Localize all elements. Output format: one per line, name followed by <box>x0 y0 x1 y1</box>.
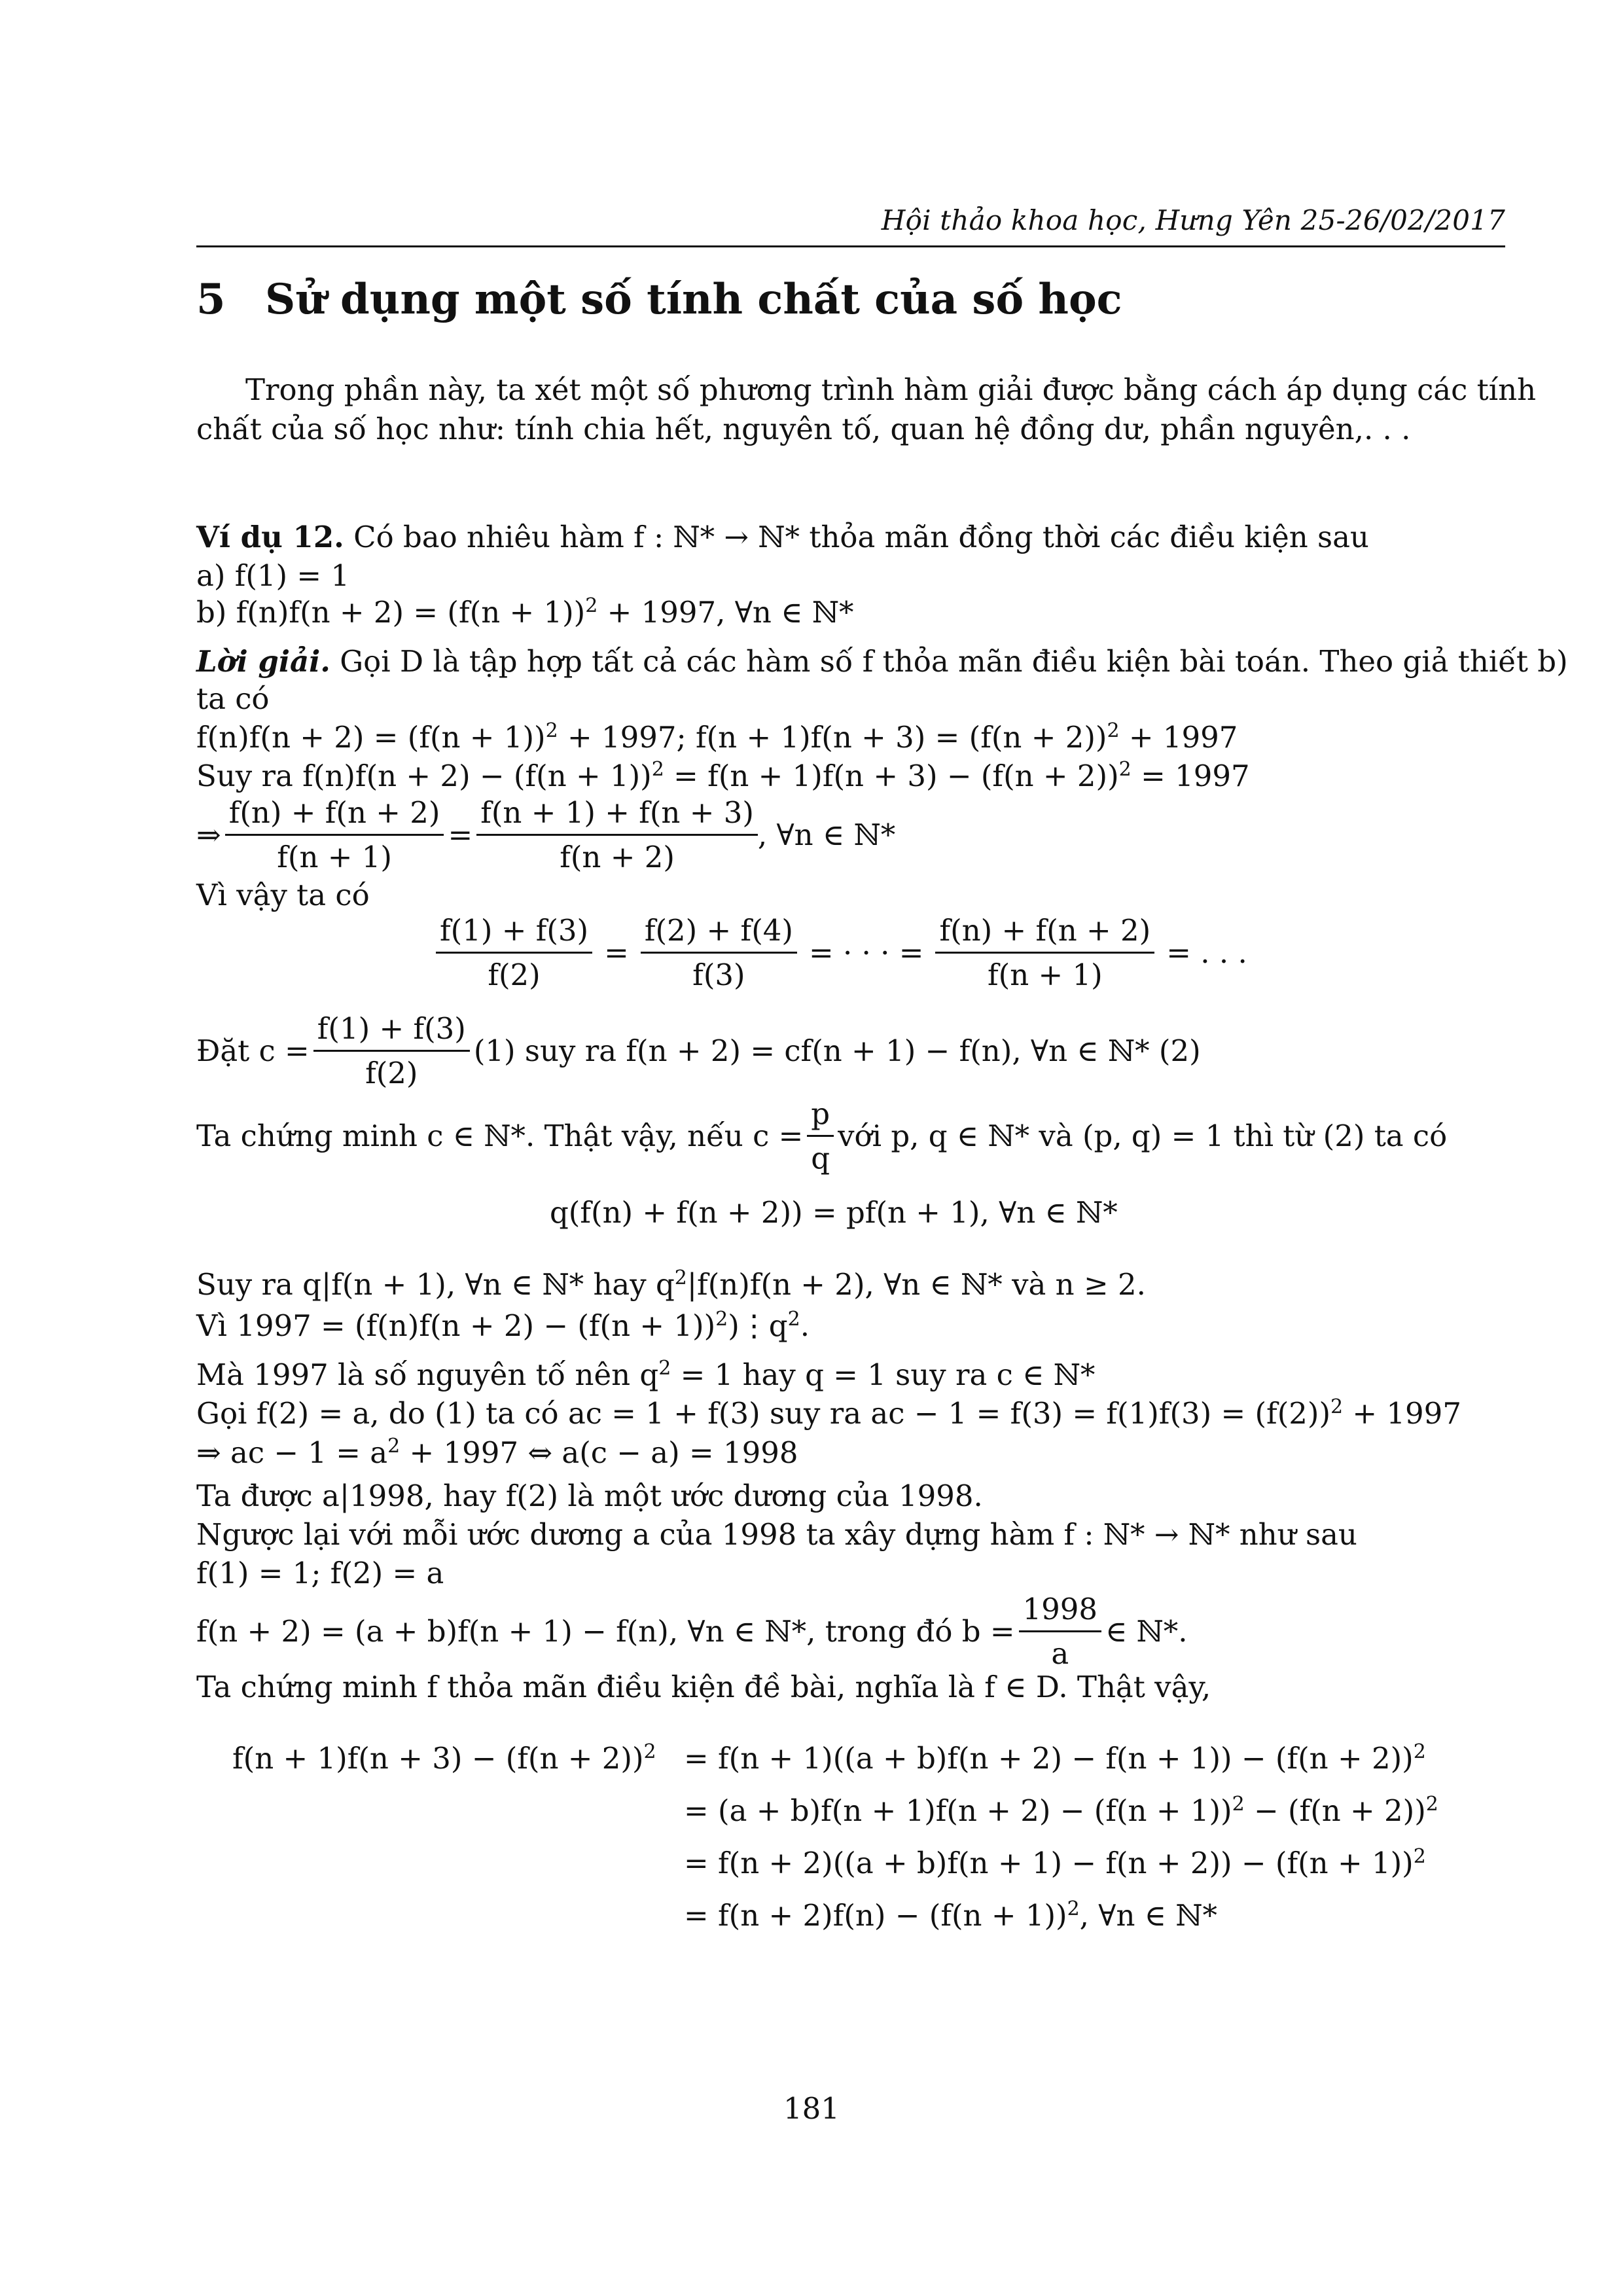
exponent: 2 <box>387 1435 401 1458</box>
fraction <box>1019 1592 1102 1671</box>
numerator: f(2) + f(4) <box>641 913 797 954</box>
recurrence-text: f(n + 2) = (a + b)f(n + 1) − f(n), ∀n ∈ ℕ*, trong đó b = <box>196 1614 1015 1649</box>
solution-line-15: Ngược lại với mỗi ước dương a của 1998 ta xây dựng hàm f : ℕ* → ℕ* như sau <box>196 1517 1357 1552</box>
align-row-4 <box>684 1898 1217 1933</box>
exponent: 2 <box>585 594 598 617</box>
eq-part: + 1997 <box>1343 1396 1461 1431</box>
eq-part: f(n)f(n + 2) = (f(n + 1)) <box>196 720 546 755</box>
solution-line-7 <box>196 1011 1201 1090</box>
definition-tail: (1) suy ra f(n + 2) = cf(n + 1) − f(n), ∀n ∈ ℕ* (2) <box>473 1033 1201 1068</box>
denominator: f(n + 2) <box>560 840 675 874</box>
intro-line-1: Trong phần này, ta xét một số phương trình hàm giải được bằng cách áp dụng các tính <box>245 372 1537 407</box>
condition-b <box>196 594 854 630</box>
fraction <box>641 913 797 992</box>
solution-line-17 <box>196 1592 1188 1671</box>
eq-part: = f(n + 1)((a + b)f(n + 2) − f(n + 1)) − (f(n + 2)) <box>684 1741 1414 1776</box>
page-number: 181 <box>783 2091 840 2126</box>
solution-line-13 <box>196 1435 798 1470</box>
example-heading <box>196 522 1369 552</box>
denominator: f(2) <box>365 1056 418 1090</box>
solution-line-5 <box>196 795 895 874</box>
solution-line-1 <box>196 644 1568 679</box>
exponent: 2 <box>1425 1793 1438 1816</box>
eq-part: = f(n + 1)f(n + 3) − (f(n + 2)) <box>664 759 1119 793</box>
eq-part: + 1997 ⇔ a(c − a) = 1998 <box>400 1435 798 1470</box>
exponent: 2 <box>643 1740 656 1763</box>
eq-part: = 1 hay q = 1 suy ra c ∈ ℕ* <box>671 1357 1096 1392</box>
solution-line-11 <box>196 1357 1096 1392</box>
eq-part: Gọi f(2) = a, do (1) ta có ac = 1 + f(3) suy ra ac − 1 = f(3) = f(1)f(3) = (f(2)) <box>196 1396 1331 1431</box>
eq-part: )⋮q <box>728 1308 788 1343</box>
solution-line-12 <box>196 1395 1461 1431</box>
eq-part: = (a + b)f(n + 1)f(n + 2) − (f(n + 1)) <box>684 1793 1232 1828</box>
solution-line-18: Ta chứng minh f thỏa mãn điều kiện đề bài, nghĩa là f ∈ D. Thật vậy, <box>196 1670 1211 1704</box>
solution-line-8 <box>196 1096 1447 1175</box>
exponent: 2 <box>787 1308 800 1331</box>
quantifier: , ∀n ∈ ℕ* <box>757 817 896 852</box>
claim-text: Ta chứng minh c ∈ ℕ*. Thật vậy, nếu c = <box>196 1119 804 1153</box>
exponent: 2 <box>1232 1793 1245 1816</box>
exponent: 2 <box>1107 719 1120 742</box>
intro-line-2: chất của số học như: tính chia hết, nguyên tố, quan hệ đồng dư, phần nguyên,. . . <box>196 412 1411 446</box>
fraction <box>935 913 1154 992</box>
claim-tail: với p, q ∈ ℕ* và (p, q) = 1 thì từ (2) ta có <box>838 1119 1448 1153</box>
fraction <box>436 913 592 992</box>
fraction <box>807 1096 834 1175</box>
denominator: f(2) <box>488 958 541 992</box>
eq-part: ⇒ ac − 1 = a <box>196 1435 388 1470</box>
align-row-2 <box>684 1793 1438 1828</box>
condition-b-text: b) f(n)f(n + 2) = (f(n + 1)) <box>196 595 586 630</box>
eq-part: = 1997 <box>1131 759 1250 793</box>
example-label: Ví dụ 12. <box>196 520 344 554</box>
numerator: f(1) + f(3) <box>313 1011 470 1052</box>
equals-symbol: = <box>448 817 473 852</box>
implies-symbol: ⇒ <box>196 817 221 852</box>
header-rule <box>196 245 1505 247</box>
section-title: Sử dụng một số tính chất của số học <box>265 275 1122 324</box>
eq-part: − (f(n + 2)) <box>1244 1793 1426 1828</box>
eq-part: Suy ra f(n)f(n + 2) − (f(n + 1)) <box>196 759 652 793</box>
condition-b-tail: + 1997, ∀n ∈ ℕ* <box>597 595 854 630</box>
eq-part: |f(n)f(n + 2), ∀n ∈ ℕ* và n ≥ 2. <box>687 1267 1146 1302</box>
exponent: 2 <box>1067 1897 1080 1920</box>
align-row-3 <box>684 1846 1426 1880</box>
fraction-chain <box>432 913 1247 992</box>
solution-line-2: ta có <box>196 681 270 716</box>
eq-part: = f(n + 2)f(n) − (f(n + 1)) <box>684 1898 1067 1933</box>
solution-line-6: Vì vậy ta có <box>196 878 370 912</box>
exponent: 2 <box>674 1266 687 1289</box>
align-row-1 <box>684 1741 1426 1776</box>
numerator: p <box>807 1096 834 1137</box>
eq-part: , ∀n ∈ ℕ* <box>1079 1898 1217 1933</box>
definition-text: Đặt c = <box>196 1033 310 1068</box>
fraction <box>476 795 758 874</box>
denominator: f(n + 1) <box>988 958 1103 992</box>
solution-line-10 <box>196 1308 810 1343</box>
exponent: 2 <box>1118 758 1132 781</box>
equals-symbol: = <box>604 935 629 970</box>
denominator: a <box>1051 1636 1069 1671</box>
example-statement: Có bao nhiêu hàm f : ℕ* → ℕ* thỏa mãn đồng thời các điều kiện sau <box>353 520 1369 554</box>
eq-part: Vì 1997 = (f(n)f(n + 2) − (f(n + 1)) <box>196 1308 716 1343</box>
denominator: f(n + 1) <box>277 840 392 874</box>
denominator: q <box>811 1141 830 1175</box>
eq-part: Suy ra q|f(n + 1), ∀n ∈ ℕ* hay q <box>196 1267 675 1302</box>
solution-text-1: Gọi D là tập hợp tất cả các hàm số f thỏa mãn điều kiện bài toán. Theo giả thiết b) <box>340 644 1568 679</box>
solution-line-16: f(1) = 1; f(2) = a <box>196 1556 444 1590</box>
solution-line-4 <box>196 758 1250 793</box>
exponent: 2 <box>545 719 558 742</box>
exponent: 2 <box>651 758 664 781</box>
eq-part: + 1997 <box>1119 720 1238 755</box>
display-equation-2: q(f(n) + f(n + 2)) = pf(n + 1), ∀n ∈ ℕ* <box>550 1195 1118 1230</box>
eq-part: . <box>800 1308 810 1343</box>
exponent: 2 <box>1330 1395 1344 1418</box>
running-head: Hội thảo khoa học, Hưng Yên 25-26/02/2017 <box>881 204 1505 236</box>
eq-part: + 1997; f(n + 1)f(n + 3) = (f(n + 2)) <box>558 720 1107 755</box>
condition-a: a) f(1) = 1 <box>196 558 350 593</box>
eq-part: = f(n + 2)((a + b)f(n + 1) − f(n + 2)) − (f(n + 1)) <box>684 1846 1414 1880</box>
ellipsis: = . . . <box>1166 935 1247 970</box>
numerator: f(n) + f(n + 2) <box>225 795 444 836</box>
numerator: f(1) + f(3) <box>436 913 592 954</box>
numerator: 1998 <box>1019 1592 1102 1632</box>
fraction <box>225 795 444 874</box>
ellipsis-equals: = · · · = <box>808 935 924 970</box>
align-lhs <box>232 1741 656 1776</box>
numerator: f(n + 1) + f(n + 3) <box>476 795 758 836</box>
fraction <box>313 1011 470 1090</box>
denominator: f(3) <box>692 958 745 992</box>
solution-line-9 <box>196 1266 1146 1302</box>
exponent: 2 <box>715 1308 728 1331</box>
eq-part: f(n + 1)f(n + 3) − (f(n + 2)) <box>232 1741 644 1776</box>
solution-line-3 <box>196 719 1238 755</box>
exponent: 2 <box>658 1357 671 1380</box>
solution-line-14: Ta được a|1998, hay f(2) là một ước dương của 1998. <box>196 1479 983 1513</box>
exponent: 2 <box>1413 1740 1426 1763</box>
section-number: 5 <box>196 275 226 324</box>
numerator: f(n) + f(n + 2) <box>935 913 1154 954</box>
eq-part: Mà 1997 là số nguyên tố nên q <box>196 1357 659 1392</box>
recurrence-tail: ∈ ℕ*. <box>1105 1614 1188 1649</box>
exponent: 2 <box>1413 1845 1426 1868</box>
solution-label: Lời giải. <box>196 644 330 679</box>
